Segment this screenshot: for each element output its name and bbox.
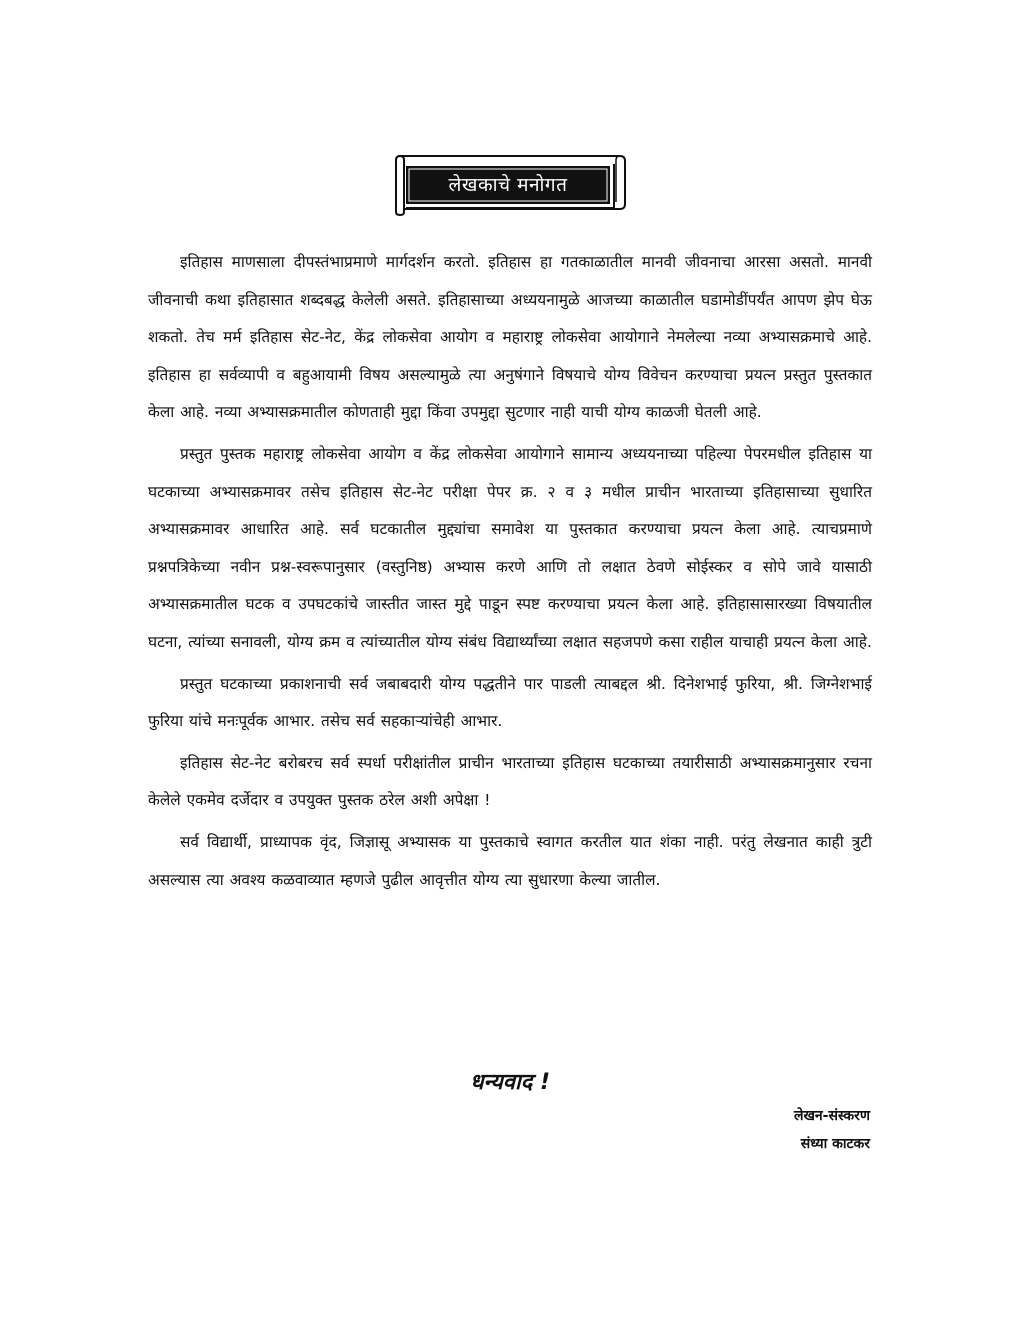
page-title: लेखकाचे मनोगत (448, 174, 568, 196)
signature-name: संध्या काटकर (800, 1136, 870, 1152)
signature-role: लेखन-संस्करण (793, 1108, 870, 1124)
heading-banner (392, 152, 628, 216)
paragraph-5: सर्व विद्यार्थी, प्राध्यापक वृंद, जिज्ञासू अभ्यासक या पुस्तकाचे स्वागत करतील यात शंका नाही. परंतु लेखनात काही त्रुटी असल्यास त्या अवश्य कळवाव्यात म्हणजे पुढील आवृत्तीत योग्य त्या सुधारणा केल्या जातील. (148, 832, 872, 889)
paragraph-4: इतिहास सेट-नेट बरोबरच सर्व स्पर्धा परीक्षांतील प्राचीन भारताच्या इतिहास घटकाच्या तयारीसाठी अभ्यासक्रमानुसार रचना केलेले एकमेव दर्जेदार व उपयुक्त पुस्तक ठरेल अशी अपेक्षा ! (148, 753, 872, 810)
signature-block (794, 1102, 870, 1158)
paragraph-1: इतिहास माणसाला दीपस्तंभाप्रमाणे मार्गदर्शन करतो. इतिहास हा गतकाळातील मानवी जीवनाचा आरसा असतो. मानवी जीवनाची कथा इतिहासात शब्दबद्ध केलेली असते. इतिहासाच्या अध्ययनामुळे आजच्या काळातील घडामोडींपर्यंत आपण झेप घेऊ शकतो. तेच मर्म इतिहास सेट-नेट, केंद्र लोकसेवा आयोग व महाराष्ट्र लोकसेवा आयोगाने नेमलेल्या नव्या अभ्यासक्रमाचे आहे. इतिहास हा सर्वव्यापी व बहुआयामी विषय असल्यामुळे त्या अनुषंगाने विषयाचे योग्य विवेचन करण्याचा प्रयत्न प्रस्तुत पुस्तकात केला आहे. नव्या अभ्यासक्रमातील कोणताही मुद्दा किंवा उपमुद्दा सुटणार नाही याची योग्य काळजी घेतली आहे. (148, 253, 872, 422)
paragraph-3: प्रस्तुत घटकाच्या प्रकाशनाची सर्व जबाबदारी योग्य पद्धतीने पार पाडली त्याबद्दल श्री. दिनेशभाई फुरिया, श्री. जिग्नेशभाई फुरिया यांचे मनःपूर्वक आभार. तसेच सर्व सहकाऱ्यांचेही आभार. (148, 674, 872, 731)
preface-body (148, 244, 872, 903)
thanks-text: धन्यवाद ! (469, 1070, 551, 1095)
paragraph-2: प्रस्तुत पुस्तक महाराष्ट्र लोकसेवा आयोग व केंद्र लोकसेवा आयोगाने सामान्य अध्ययनाच्या पहिल्या पेपरमधील इतिहास या घटकाच्या अभ्यासक्रमावर तसेच इतिहास सेट-नेट परीक्षा पेपर क्र. २ व ३ मधील प्राचीन भारताच्या इतिहासाच्या सुधारित अभ्यासक्रमावर आधारित आहे. सर्व घटकातील मुद्द्यांचा समावेश या पुस्तकात करण्याचा प्रयत्न केला आहे. त्याचप्रमाणे प्रश्नपत्रिकेच्या नवीन प्रश्न-स्वरूपानुसार (वस्तुनिष्ठ) अभ्यास करणे आणि तो लक्षात ठेवणे सोईस्कर व सोपे जावे यासाठी अभ्यासक्रमातील घटक व उपघटकांचे जास्तीत जास्त मुद्दे पाडून स्पष्ट करण्याचा प्रयत्न केला आहे. इतिहासासारख्या विषयातील घटना, त्यांच्या सनावली, योग्य क्रम व त्यांच्यातील योग्य संबंध विद्यार्थ्यांच्या लक्षात सहजपणे कसा राहील याचाही प्रयत्न केला आहे. (148, 444, 872, 651)
